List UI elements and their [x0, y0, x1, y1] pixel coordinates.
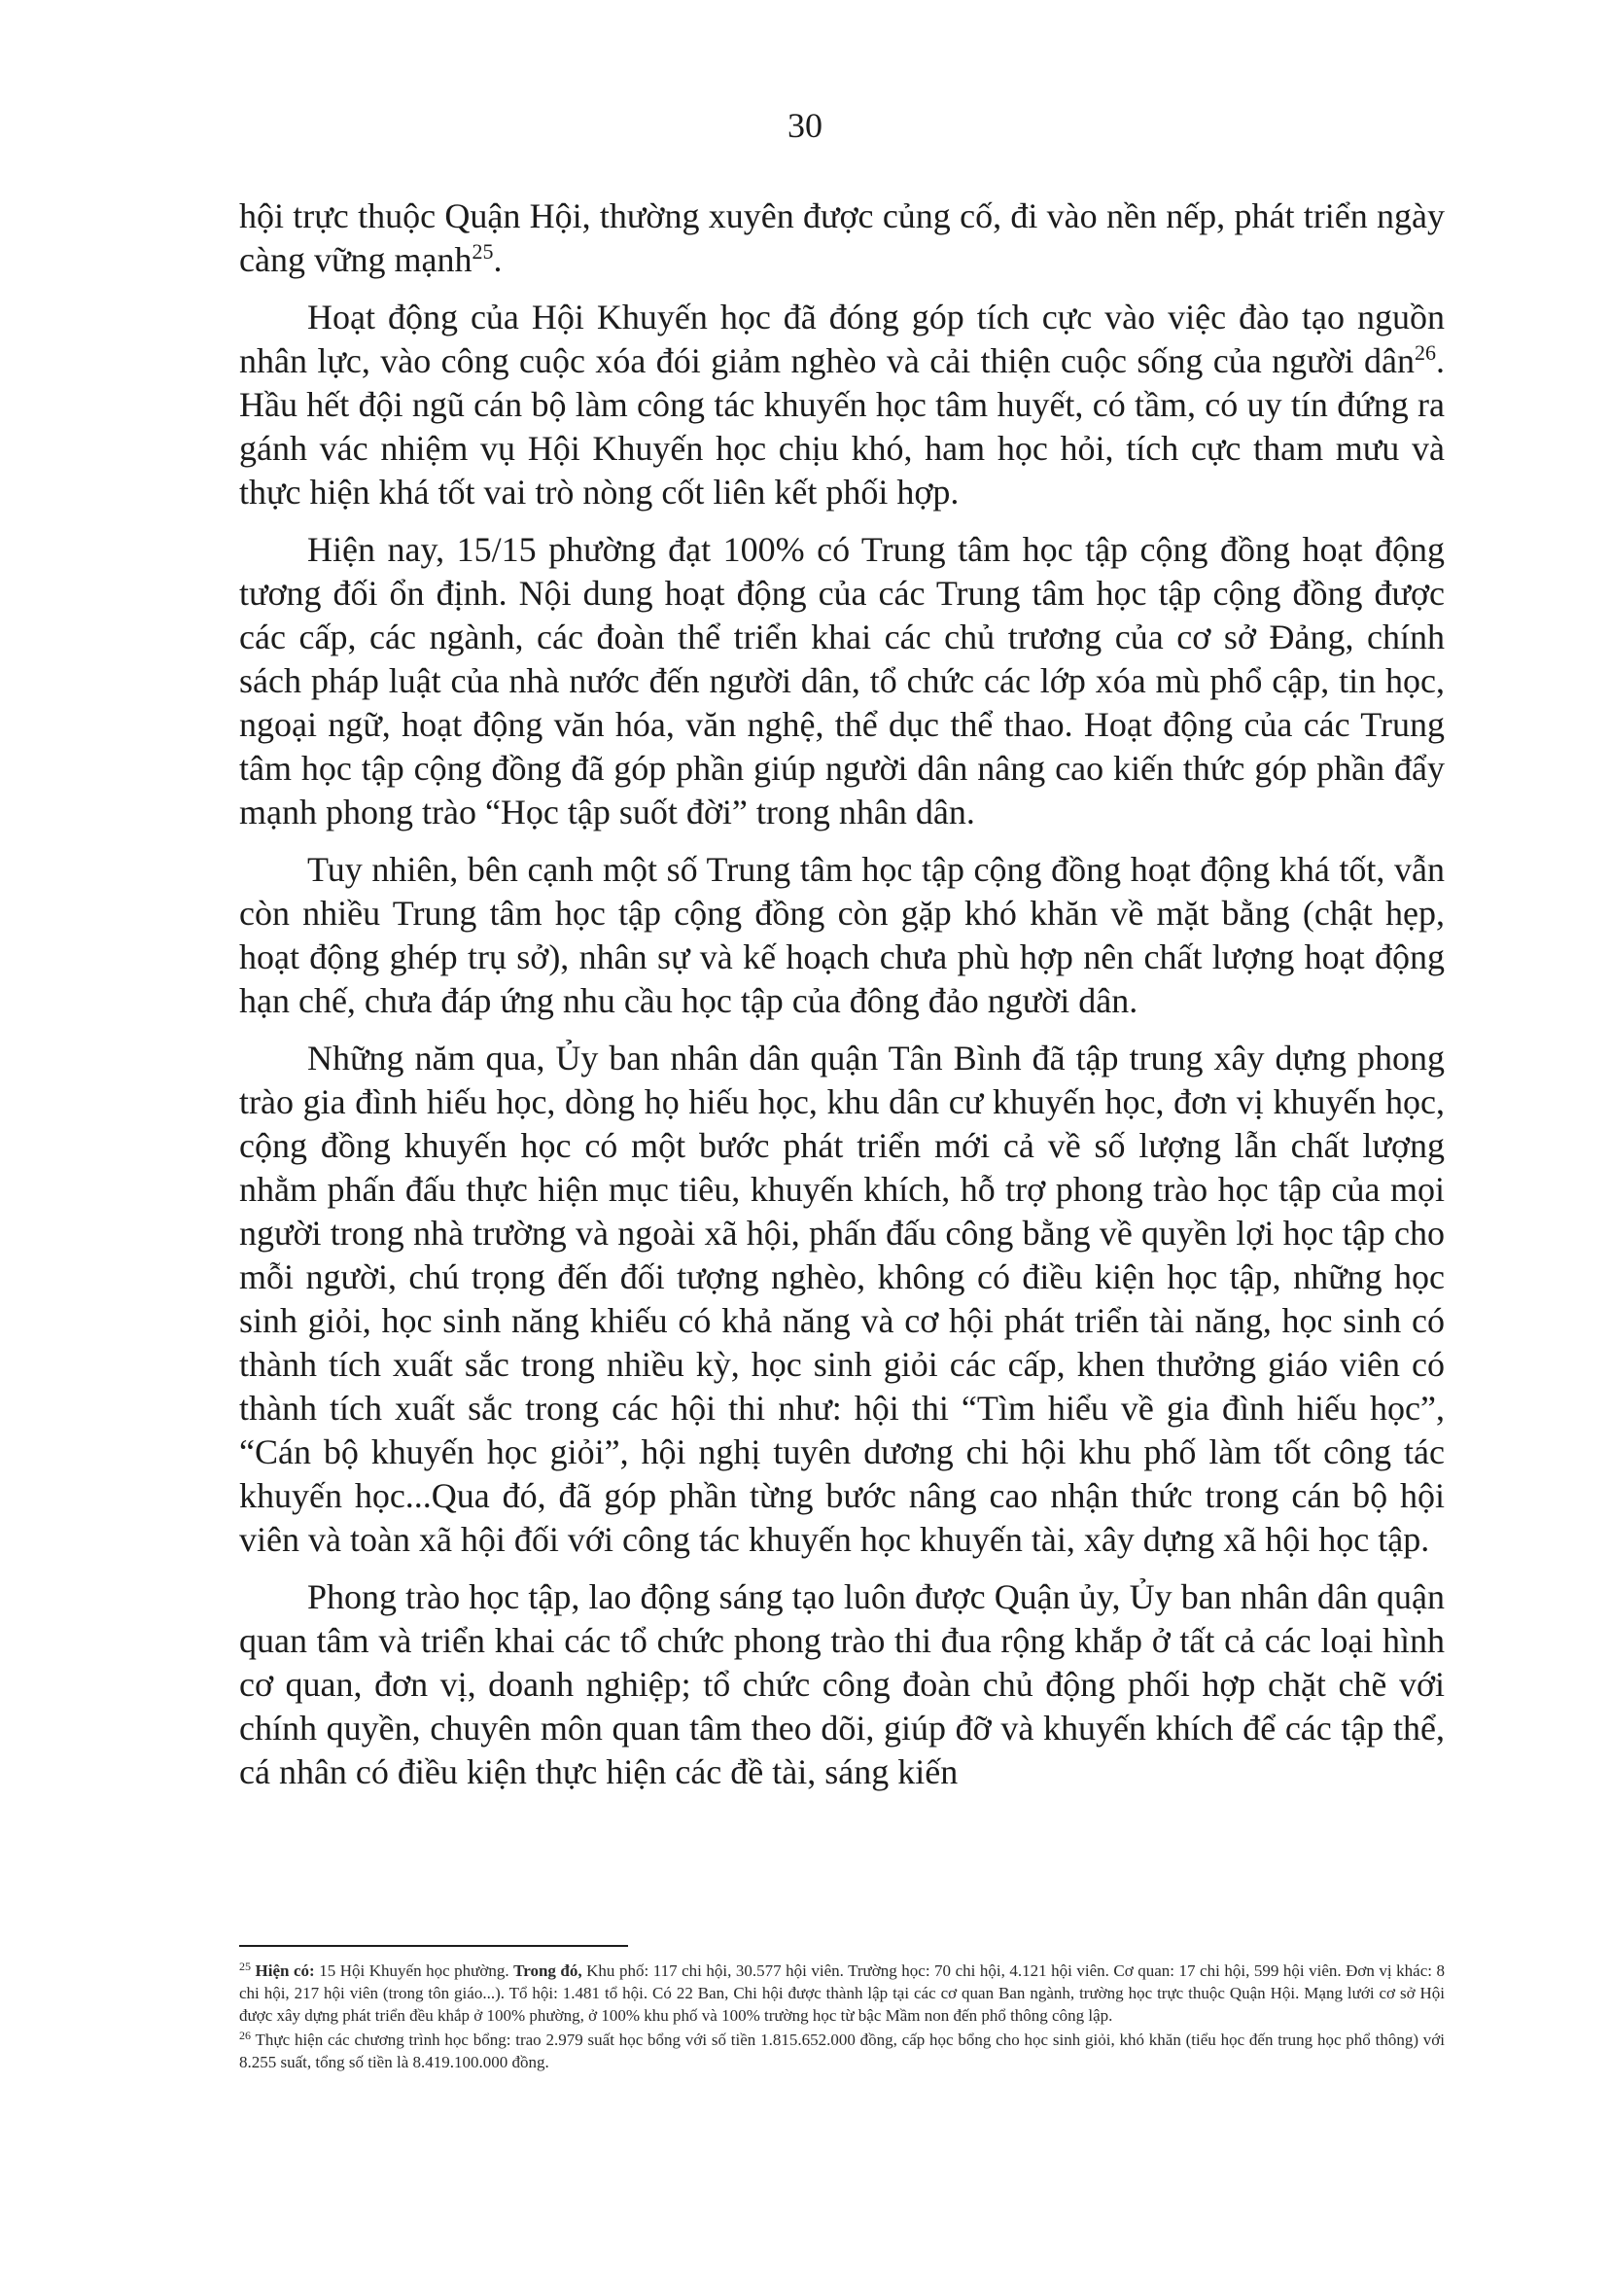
footnote-25-text-2: Khu phố: 117 chi hội, 30.577 hội viên. Trường học: 70 chi hội, 4.121 hội viên. Cơ quan: 17 chi hội, 599 hội viên. Đơn vị khác: 8 chi hội, 217 hội viên (trong tôn giáo...). Tổ hội: 1.481 tổ hội. Có 22 Ban, Chi hội được thành lập tại các cơ quan Ban ngành, trường học trực thuộc Quận Hội. Mạng lưới cơ sở Hội được xây dựng phát triển đều khắp ở 100% phường, ở 100% khu phố và 100% trường học từ bậc Mầm non đến phổ thông công lập. [239, 1961, 1445, 2025]
footnote-25-bold-lead: Hiện có: [255, 1961, 315, 1980]
paragraph-4: Tuy nhiên, bên cạnh một số Trung tâm học tập cộng đồng hoạt động khá tốt, vẫn còn nhiều Trung tâm học tập cộng đồng còn gặp khó khăn về mặt bằng (chật hẹp, hoạt động ghép trụ sở), nhân sự và kế hoạch chưa phù hợp nên chất lượng hoạt động hạn chế, chưa đáp ứng nhu cầu học tập của đông đảo người dân. [239, 850, 1445, 1020]
footnote-ref-25: 25 [472, 239, 494, 264]
paragraph-2-text-a: Hoạt động của Hội Khuyến học đã đóng góp tích cực vào việc đào tạo nguồn nhân lực, vào công cuộc xóa đói giảm nghèo và cải thiện cuộc sống của người dân [239, 298, 1445, 380]
paragraph-1-end: . [493, 240, 503, 279]
body-text [239, 194, 1445, 1808]
footnote-25 [239, 1960, 1445, 2027]
paragraph-3: Hiện nay, 15/15 phường đạt 100% có Trung tâm học tập cộng đồng hoạt động tương đối ổn định. Nội dung hoạt động của các Trung tâm học tập cộng đồng được các cấp, các ngành, các đoàn thể triển khai các chủ trương của cơ sở Đảng, chính sách pháp luật của nhà nước đến người dân, tổ chức các lớp xóa mù phổ cập, tin học, ngoại ngữ, hoạt động văn hóa, văn nghệ, thể dục thể thao. Hoạt động của các Trung tâm học tập cộng đồng đã góp phần giúp người dân nâng cao kiến thức góp phần đẩy mạnh phong trào “Học tập suốt đời” trong nhân dân. [239, 530, 1445, 831]
paragraph-6: Phong trào học tập, lao động sáng tạo luôn được Quận ủy, Ủy ban nhân dân quận quan tâm và triển khai các tổ chức phong trào thi đua rộng khắp ở tất cả các loại hình cơ quan, đơn vị, doanh nghiệp; tổ chức công đoàn chủ động phối hợp chặt chẽ với chính quyền, chuyên môn quan tâm theo dõi, giúp đỡ và khuyến khích để các tập thể, cá nhân có điều kiện thực hiện các đề tài, sáng kiến [239, 1577, 1445, 1791]
footnote-25-bold-mid: Trong đó, [513, 1961, 582, 1980]
footnote-divider [239, 1945, 628, 1947]
paragraph-5: Những năm qua, Ủy ban nhân dân quận Tân Bình đã tập trung xây dựng phong trào gia đình hiếu học, dòng họ hiếu học, khu dân cư khuyến học, đơn vị khuyến học, cộng đồng khuyến học có một bước phát triển mới cả về số lượng lẫn chất lượng nhằm phấn đấu thực hiện mục tiêu, khuyến khích, hỗ trợ phong trào học tập của mọi người trong nhà trường và ngoài xã hội, phấn đấu công bằng về quyền lợi học tập cho mỗi người, chú trọng đến đối tượng nghèo, không có điều kiện học tập, những học sinh giỏi, học sinh năng khiếu có khả năng và cơ hội phát triển tài năng, học sinh có thành tích xuất sắc trong nhiều kỳ, học sinh giỏi các cấp, khen thưởng giáo viên có thành tích xuất sắc trong các hội thi như: hội thi “Tìm hiểu về gia đình hiếu học”, “Cán bộ khuyến học giỏi”, hội nghị tuyên dương chi hội khu phố làm tốt công tác khuyến học...Qua đó, đã góp phần từng bước nâng cao nhận thức trong cán bộ hội viên và toàn xã hội đối với công tác khuyến học khuyến tài, xây dựng xã hội học tập. [239, 1039, 1445, 1559]
paragraph-1 [239, 194, 1445, 282]
paragraph-2 [239, 296, 1445, 514]
paragraph-2-text-b: . Hầu hết đội ngũ cán bộ làm công tác khuyến học tâm huyết, có tầm, có uy tín đứng ra gánh vác nhiệm vụ Hội Khuyến học chịu khó, ham học hỏi, tích cực tham mưu và thực hiện khá tốt vai trò nòng cốt liên kết phối hợp. [239, 341, 1445, 512]
footnote-26-mark: 26 [239, 2029, 251, 2042]
footnotes [239, 1960, 1445, 2075]
page-number: 30 [788, 106, 822, 145]
paragraph-1-text: hội trực thuộc Quận Hội, thường xuyên được củng cố, đi vào nền nếp, phát triển ngày càng vững mạnh [239, 196, 1445, 279]
footnote-25-text-1: 15 Hội Khuyến học phường. [314, 1961, 514, 1980]
footnote-25-mark: 25 [239, 1960, 251, 1973]
footnote-26-text: Thực hiện các chương trình học bổng: trao 2.979 suất học bổng với số tiền 1.815.652.000 đồng, cấp học bổng cho học sinh giỏi, khó khăn (tiểu học đến trung học phổ thông) với 8.255 suất, tổng số tiền là 8.419.100.000 đồng. [239, 2031, 1445, 2071]
footnote-ref-26: 26 [1415, 340, 1436, 365]
footnote-26 [239, 2029, 1445, 2073]
